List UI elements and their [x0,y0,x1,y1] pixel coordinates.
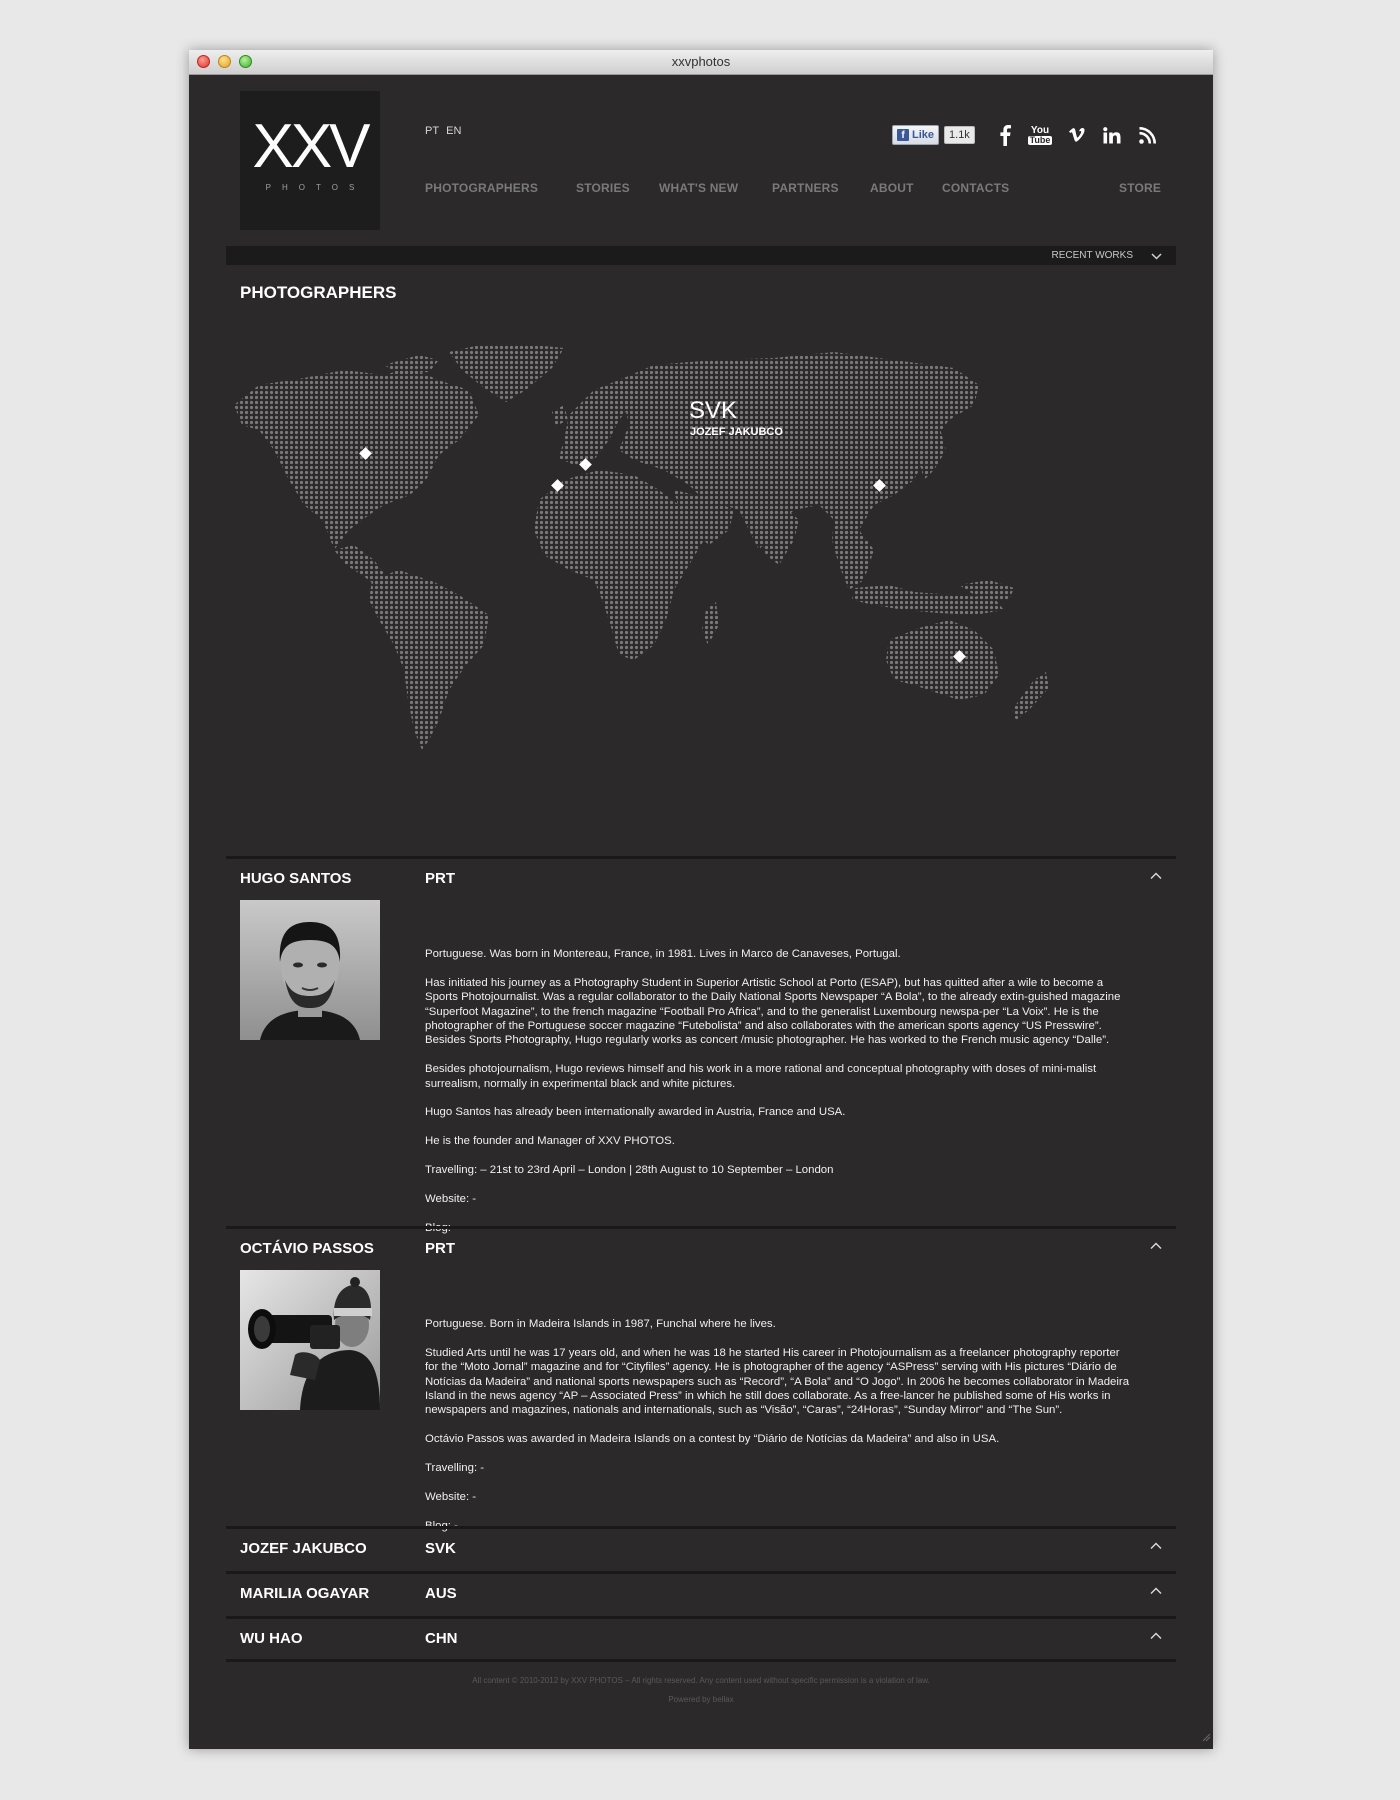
bio-paragraph: Website: - [425,1490,477,1503]
photographer-bio [425,1317,1130,1547]
nav-contacts[interactable]: CONTACTS [942,181,1010,195]
bio-paragraph: Website: - [425,1192,477,1205]
photographer-name[interactable]: WU HAO [240,1630,303,1647]
photographer-name[interactable]: HUGO SANTOS [240,870,352,887]
logo-text: XXV [252,112,368,181]
expand-chevron-up-icon[interactable] [1150,1537,1162,1555]
photographer-bio [425,947,1130,1249]
expand-chevron-up-icon[interactable] [1150,1627,1162,1645]
photographer-country: AUS [425,1585,457,1602]
bio-paragraph: Portuguese. Was born in Montereau, France, in 1981. Lives in Marco de Canaveses, Portugal. [425,948,901,960]
nav-partners[interactable]: PARTNERS [772,181,839,195]
bio-paragraph: Travelling: - [425,1462,485,1475]
divider [226,856,1176,859]
bio-paragraph: Studied Arts until he was 17 years old, and when he was 18 he started His career in Photojournalism as a freelancer photography reporter for the “Moto Jornal” magazine and for “Cityfiles” agency. He is photographer of the agency “ASPress” serving with His pictures “Diário de Notícias da Madeira” and national sports newspapers such as “Record”, “A Bola” and “O Jogo”. In 2006 he becomes collaborator in Madeira Island in the news agency “AP – Associated Press” in which he still does collaborate. As a free-lancer he published some of His works in newspapers and magazines, nationals and internationals, such as “Visão”, “Caras”, “24Horas”, “Sunday Mirror” and “The Sun”. [425,1346,1130,1417]
recent-works-toggle[interactable]: RECENT WORKS [1051,250,1133,261]
expand-chevron-up-icon[interactable] [1150,1582,1162,1600]
recent-works-bar [226,246,1176,265]
page-title: PHOTOGRAPHERS [240,283,397,302]
divider [226,1616,1176,1619]
map-highlight-country: SVK [689,397,738,424]
youtube-icon[interactable] [1029,122,1051,148]
logo-subtext: PHOTOS [265,183,366,192]
facebook-like-widget [892,125,975,145]
facebook-like-button[interactable] [892,125,939,145]
window-titlebar [189,50,1213,75]
nav-photographers[interactable]: PHOTOGRAPHERS [425,181,539,195]
divider [226,1659,1176,1662]
nav-store[interactable]: STORE [1119,181,1162,195]
photographer-country: PRT [425,870,455,887]
window-title: xxvphotos [671,54,731,69]
nav-about[interactable]: ABOUT [870,181,914,195]
bio-paragraph: Portuguese. Born in Madeira Islands in 1987, Funchal where he lives. [425,1318,776,1330]
facebook-icon[interactable] [995,122,1015,148]
nav-stories[interactable]: STORIES [576,181,630,195]
collapse-chevron-up-icon[interactable] [1150,1237,1162,1255]
photographer-name[interactable]: OCTÁVIO PASSOS [240,1240,374,1257]
facebook-like-count: 1.1k [944,126,975,144]
footer-powered-by[interactable]: Powered by bellax [668,1695,734,1704]
nav-whats-new[interactable]: WHAT'S NEW [659,181,739,195]
bio-paragraph: He is the founder and Manager of XXV PHOTOS. [425,1135,675,1148]
site-logo[interactable] [240,91,380,230]
photographer-country: CHN [425,1630,458,1647]
facebook-small-icon: f [897,129,909,141]
lang-pt-link[interactable]: PT [425,125,440,137]
browser-window [189,50,1213,1749]
bio-paragraph: Has initiated his journey as a Photography Student in Superior Artistic School at Porto (ESAP), but has quitted after a wile to become a Sports Photojournalist. Was a regular collaborator to the Daily National Sports Newspaper “A Bola”, to the already extin-guished magazine “Superfoot Magazine”, to the french magazine “Football Pro Africa”, and to the generalist Luxembourg newspa-per “La Voix”. He is the photographer of the Portuguese soccer magazine “Futebolista” and also collaborates with the american sports agency “US Presswire”. Besides Sports Photography, Hugo regularly works as concert /music photographer. He has worked to the French music agency “Dalle”. [425,976,1121,1047]
footer-copyright: All content © 2010-2012 by XXV PHOTOS – All rights reserved. Any content used without specific permission is a violation of law. [472,1676,930,1685]
photographer-country: SVK [425,1540,456,1557]
vimeo-icon[interactable] [1067,122,1087,148]
bio-paragraph: Octávio Passos was awarded in Madeira Islands on a contest by “Diário de Notícias da Madeira” and also in USA. [425,1433,1000,1446]
photographer-name[interactable]: JOZEF JAKUBCO [240,1540,367,1557]
lang-en-link[interactable]: EN [446,125,462,137]
youtube-icon-text-bottom: Tube [1029,134,1051,145]
photographer-country: PRT [425,1240,455,1257]
facebook-like-label: Like [912,129,935,141]
resize-grip-icon[interactable] [1201,1729,1211,1747]
linkedin-icon[interactable] [1102,122,1122,148]
rss-icon[interactable] [1137,122,1157,148]
bio-paragraph: Travelling: – 21st to 23rd April – London | 28th August to 10 September – London [425,1164,834,1177]
photographer-name[interactable]: MARILIA OGAYAR [240,1585,370,1602]
divider [226,1526,1176,1529]
divider [226,1226,1176,1229]
divider [226,1571,1176,1574]
bio-paragraph: Hugo Santos has already been internationally awarded in Austria, France and USA. [425,1106,846,1119]
photographer-portrait [240,1270,380,1410]
language-switcher [425,125,465,137]
chevron-down-icon[interactable] [1151,249,1162,267]
map-highlight-photographer: JOZEF JAKUBCO [690,426,783,438]
collapse-chevron-up-icon[interactable] [1150,867,1162,885]
photographer-portrait [240,900,380,1040]
bio-paragraph: Besides photojournalism, Hugo reviews himself and his work in a more rational and conceptual photography with doses of mini-malist surrealism, normally in experimental black and white pictures. [425,1063,1097,1090]
youtube-icon-text-top: You [1030,124,1050,136]
